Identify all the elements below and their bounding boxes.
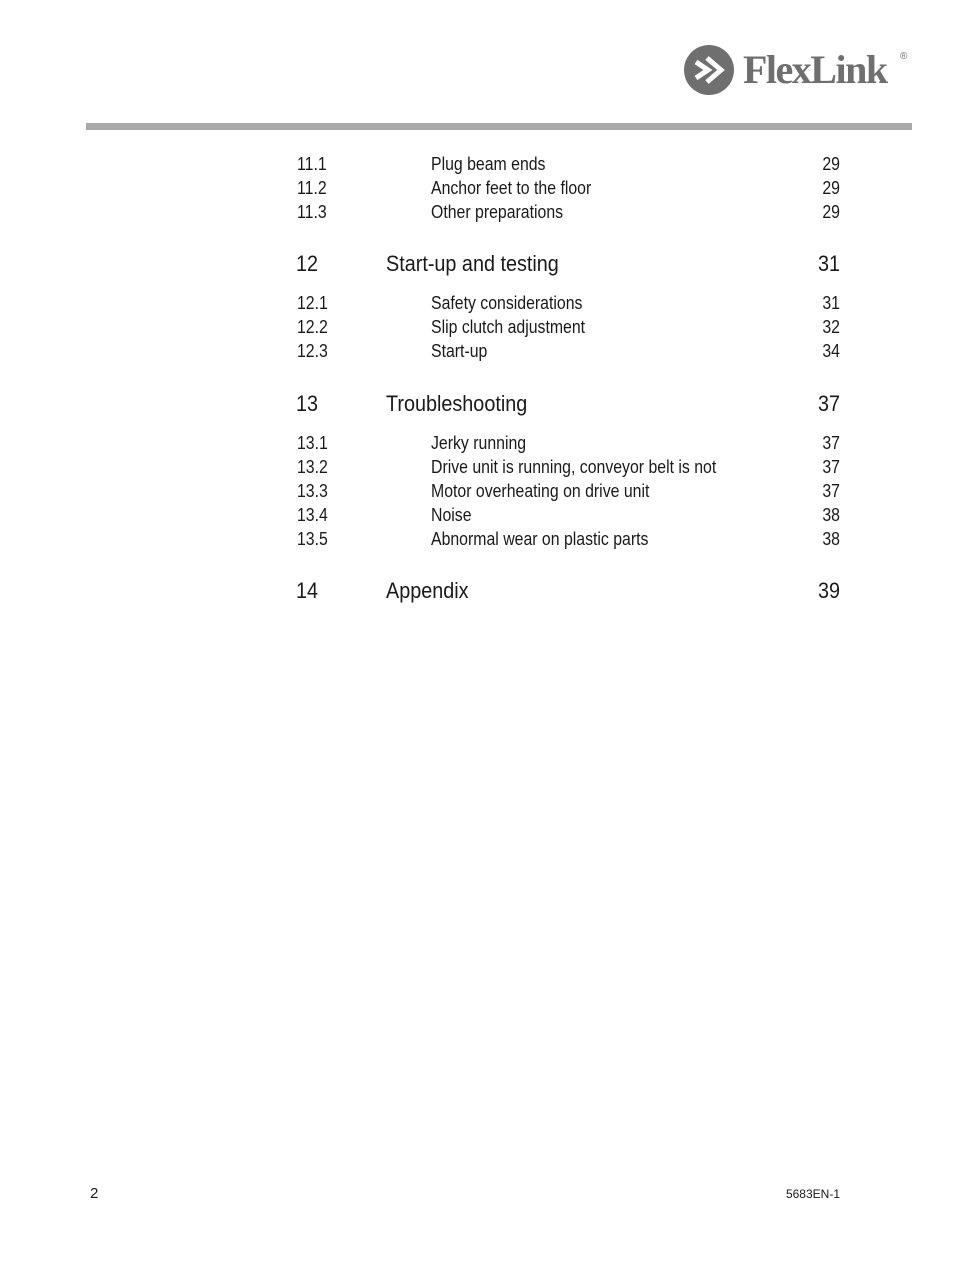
toc-entry[interactable] bbox=[0, 315, 954, 339]
toc-entry-title: Drive unit is running, conveyor belt is not bbox=[431, 457, 717, 477]
toc-chapter-number: 12 bbox=[296, 251, 319, 276]
flexlink-logo-mark-icon bbox=[683, 44, 735, 96]
toc-entry-title: Noise bbox=[431, 505, 472, 525]
toc-chapter[interactable] bbox=[0, 250, 954, 278]
toc-entry-title: Plug beam ends bbox=[431, 154, 546, 174]
toc-entry-number: 13.5 bbox=[297, 529, 328, 549]
toc-entry[interactable] bbox=[0, 479, 954, 503]
toc-entry[interactable] bbox=[0, 431, 954, 455]
toc-chapter-page: 39 bbox=[817, 578, 840, 603]
toc-entry-page: 29 bbox=[822, 154, 840, 174]
toc-entry-title: Safety considerations bbox=[431, 293, 583, 313]
toc-entry-number: 13.1 bbox=[297, 433, 328, 453]
toc-chapter-title: Appendix bbox=[386, 578, 469, 603]
toc-entry-title: Slip clutch adjustment bbox=[431, 317, 586, 337]
toc-entry-number: 12.2 bbox=[297, 317, 328, 337]
toc-entry[interactable] bbox=[0, 339, 954, 363]
toc-entry-title: Jerky running bbox=[431, 433, 527, 453]
toc-entry[interactable] bbox=[0, 527, 954, 551]
toc-entry-page: 29 bbox=[822, 178, 840, 198]
toc-entry-title: Anchor feet to the floor bbox=[431, 178, 592, 198]
header-rule bbox=[86, 123, 912, 130]
toc-entry[interactable] bbox=[0, 455, 954, 479]
toc-entry-number: 11.1 bbox=[297, 154, 327, 174]
toc-entry-page: 32 bbox=[822, 317, 840, 337]
toc-entry-number: 11.2 bbox=[297, 178, 327, 198]
toc-chapter-page: 37 bbox=[817, 391, 840, 416]
toc-entry-page: 38 bbox=[822, 529, 840, 549]
toc-entry-number: 13.4 bbox=[297, 505, 328, 525]
logo-wordmark: FlexLink bbox=[743, 47, 887, 92]
toc-entry-number: 12.3 bbox=[297, 341, 328, 361]
toc-entry-number: 13.2 bbox=[297, 457, 328, 477]
toc-entry-page: 34 bbox=[822, 341, 840, 361]
toc-entry[interactable] bbox=[0, 503, 954, 527]
toc-chapter[interactable] bbox=[0, 577, 954, 605]
footer-page-number: 2 bbox=[90, 1185, 99, 1202]
toc-entry[interactable] bbox=[0, 152, 954, 176]
toc-entry-page: 31 bbox=[822, 293, 840, 313]
toc-entry[interactable] bbox=[0, 291, 954, 315]
toc-entry-title: Motor overheating on drive unit bbox=[431, 481, 650, 501]
toc-entry[interactable] bbox=[0, 200, 954, 224]
toc-entry-page: 29 bbox=[822, 202, 840, 222]
toc-entry-title: Start-up bbox=[431, 341, 488, 361]
flexlink-logo bbox=[683, 44, 913, 98]
toc-entry-number: 12.1 bbox=[297, 293, 328, 313]
toc-entry-page: 37 bbox=[822, 457, 840, 477]
toc-entry-number: 11.3 bbox=[297, 202, 327, 222]
toc-entry-page: 38 bbox=[822, 505, 840, 525]
toc-entry-page: 37 bbox=[822, 481, 840, 501]
toc-chapter-number: 13 bbox=[296, 391, 319, 416]
toc-chapter-title: Troubleshooting bbox=[386, 391, 528, 416]
toc-chapter[interactable] bbox=[0, 390, 954, 418]
toc-entry-title: Other preparations bbox=[431, 202, 564, 222]
toc-entry-page: 37 bbox=[822, 433, 840, 453]
logo-registered-mark: ® bbox=[900, 51, 908, 62]
toc-chapter-page: 31 bbox=[817, 251, 840, 276]
footer-document-id: 5683EN-1 bbox=[785, 1187, 840, 1201]
toc-entry-number: 13.3 bbox=[297, 481, 328, 501]
toc-chapter-title: Start-up and testing bbox=[386, 251, 559, 276]
toc-entry[interactable] bbox=[0, 176, 954, 200]
toc-entry-title: Abnormal wear on plastic parts bbox=[431, 529, 649, 549]
toc-chapter-number: 14 bbox=[296, 578, 319, 603]
